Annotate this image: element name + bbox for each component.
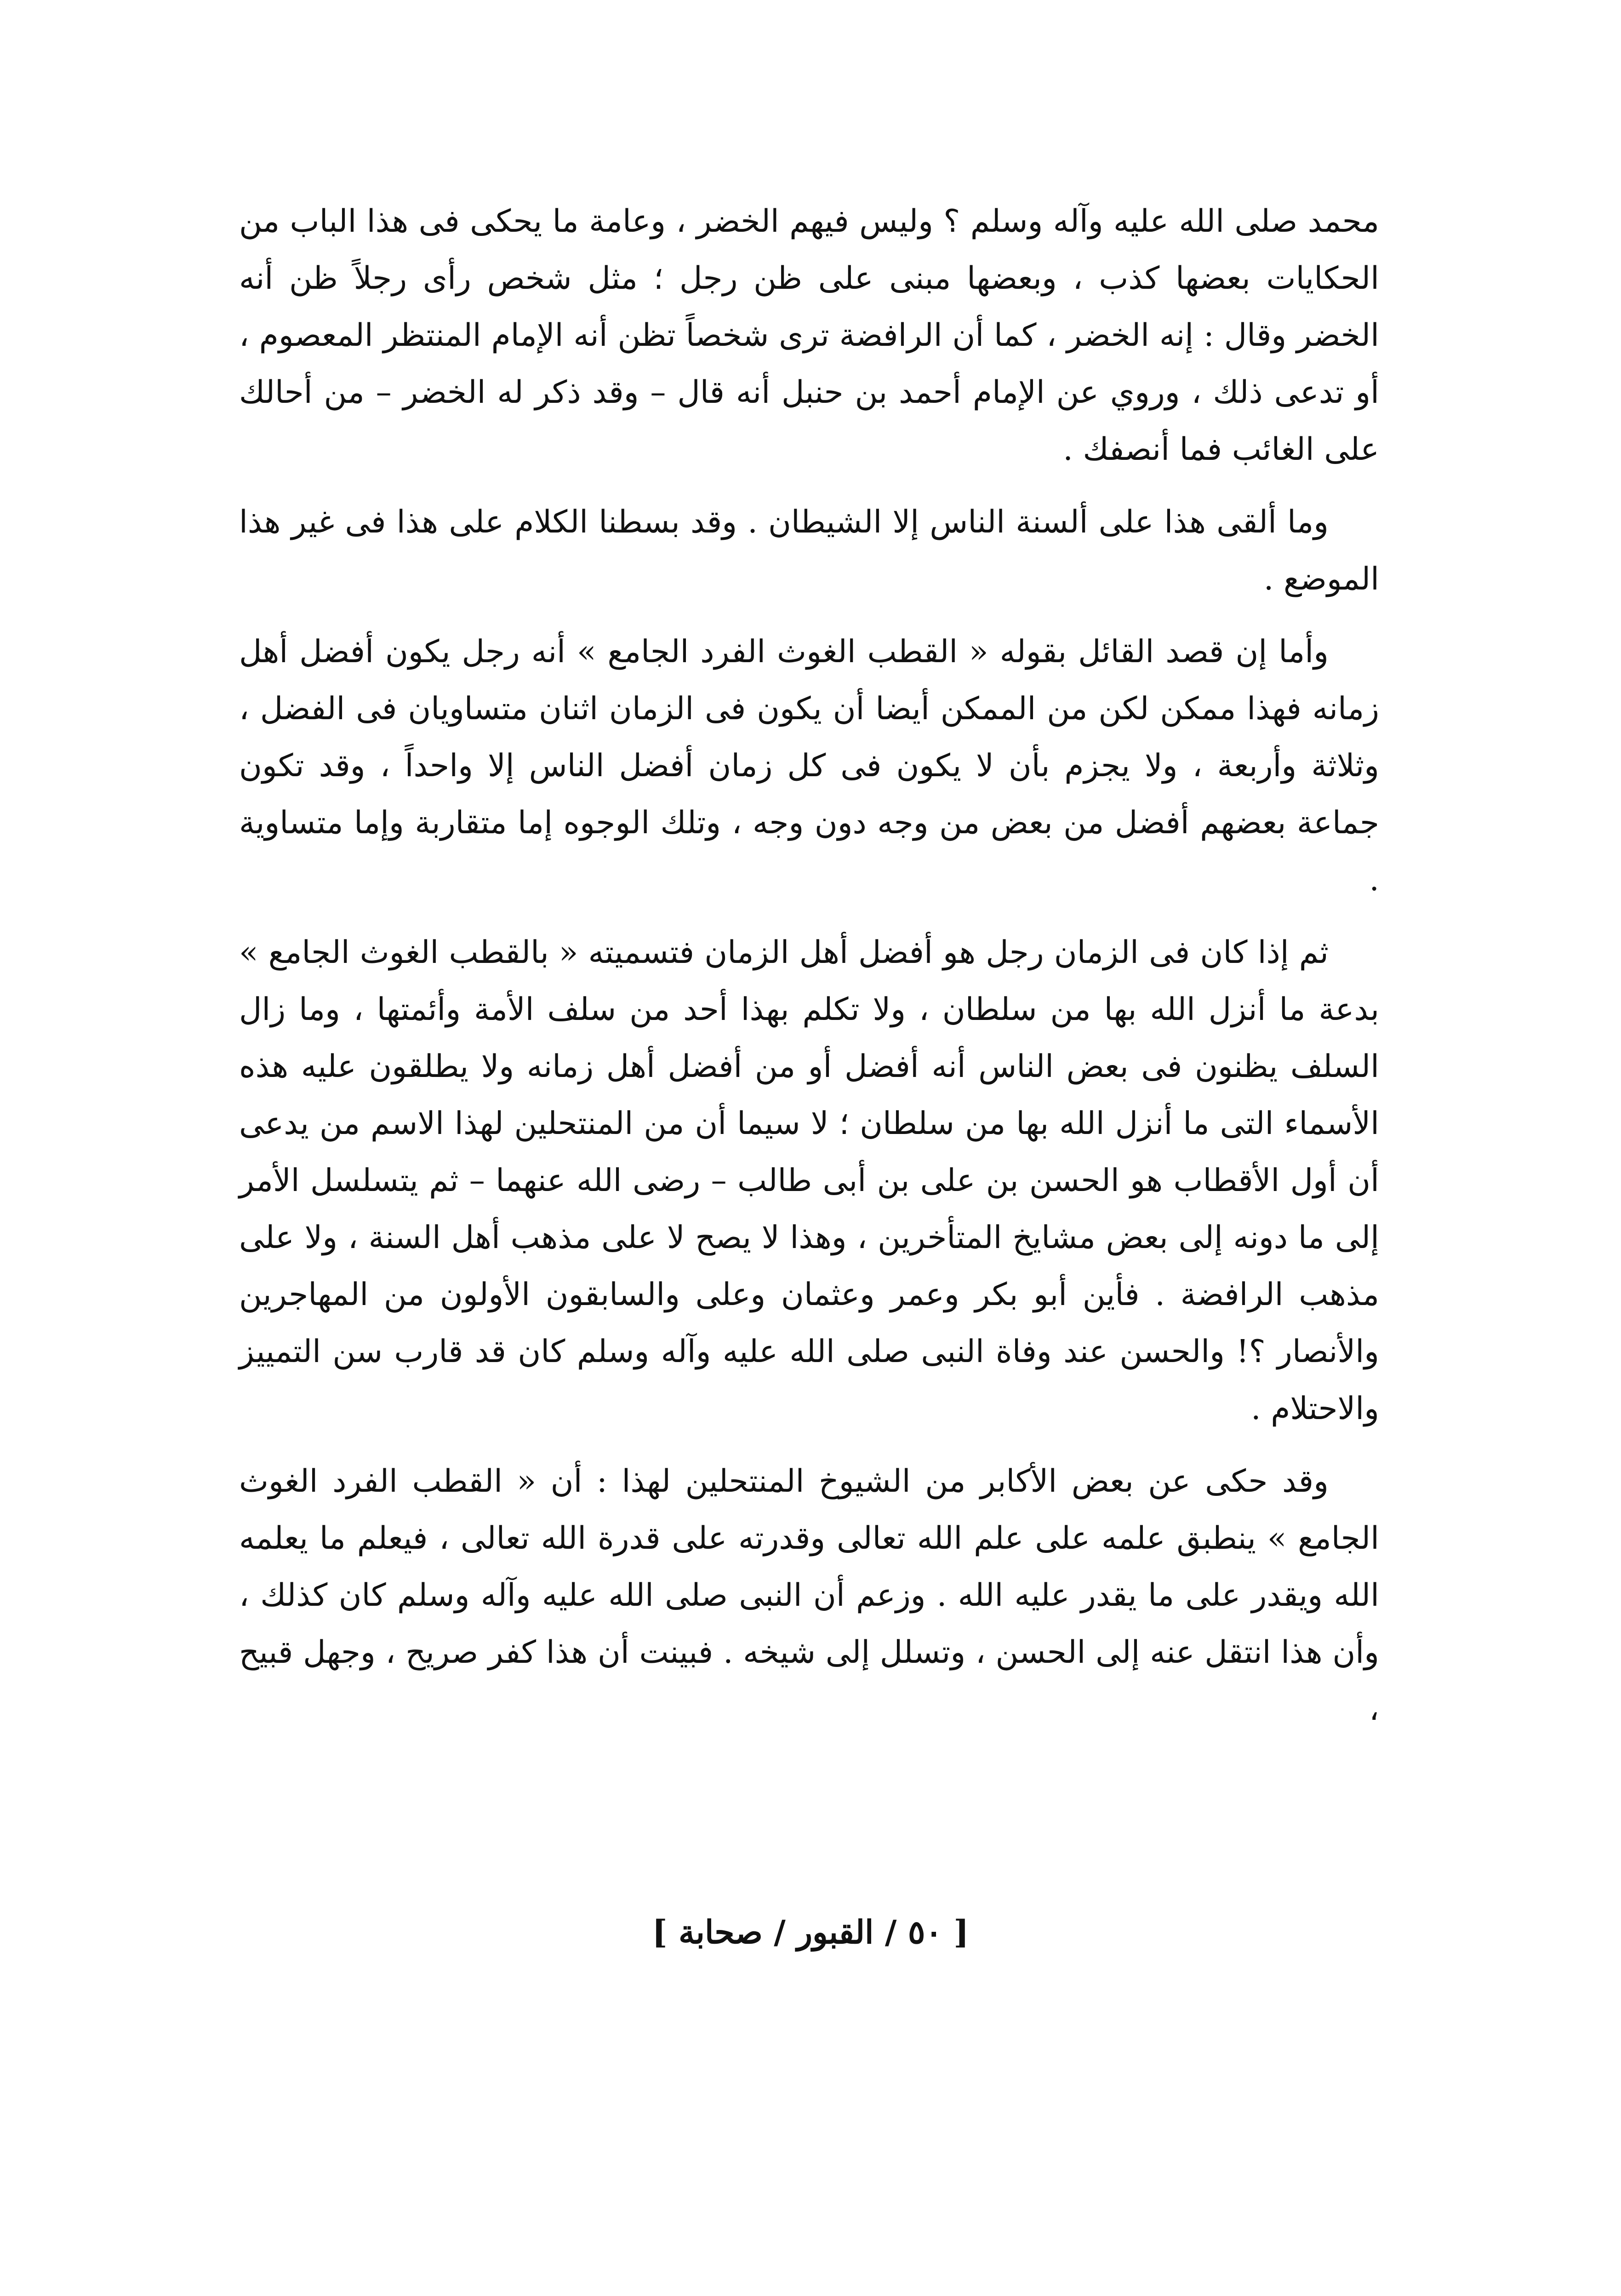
paragraph-3: وأما إن قصد القائل بقوله « القطب الغوث الفرد الجامع » أنه رجل يكون أفضل أهل زمانه فهذا ممكن لكن من الممكن أيضا أن يكون فى الزمان اثنان متساويان فى الفضل ، وثلاثة وأربعة ، ولا يجزم بأن لا يكون فى كل زمان أفضل الناس إلا واحداً ، وقد تكون جماعة بعضهم أفضل من بعض من وجه دون وجه ، وتلك الوجوه إما متقاربة وإما متساوية . [239, 634, 1379, 898]
paragraph-1: محمد صلى الله عليه وآله وسلم ؟ وليس فيهم الخضر ، وعامة ما يحكى فى هذا الباب من الحكايات بعضها كذب ، وبعضها مبنى على ظن رجل ؛ مثل شخص رأى رجلاً ظن أنه الخضر وقال : إنه الخضر ، كما أن الرافضة ترى شخصاً تظن أنه الإمام المنتظر المعصوم ، أو تدعى ذلك ، وروي عن الإمام أحمد بن حنبل أنه قال – وقد ذكر له الخضر – من أحالك على الغائب فما أنصفك . [239, 203, 1379, 468]
page-footer: [ ٥٠ / القبور / صحابة ] [652, 1913, 969, 1951]
paragraph-2: وما ألقى هذا على ألسنة الناس إلا الشيطان . وقد بسطنا الكلام على هذا فى غير هذا الموضع . [239, 504, 1379, 597]
paragraph-5: وقد حكى عن بعض الأكابر من الشيوخ المنتحلين لهذا : أن « القطب الفرد الغوث الجامع » ينطبق علمه على علم الله تعالى وقدرته على قدرة الله تعالى ، فيعلم ما يعلمه الله ويقدر على ما يقدر عليه الله . وزعم أن النبى صلى الله عليه وآله وسلم كان كذلك ، وأن هذا انتقل عنه إلى الحسن ، وتسلل إلى شيخه . فبينت أن هذا كفر صريح ، وجهل قبيح ، [239, 1463, 1379, 1728]
paragraph-4: ثم إذا كان فى الزمان رجل هو أفضل أهل الزمان فتسميته « بالقطب الغوث الجامع » بدعة ما أنزل الله بها من سلطان ، ولا تكلم بهذا أحد من سلف الأمة وأئمتها ، وما زال السلف يظنون فى بعض الناس أنه أفضل أو من أفضل أهل زمانه ولا يطلقون عليه هذه الأسماء التى ما أنزل الله بها من سلطان ؛ لا سيما أن من المنتحلين لهذا الاسم من يدعى أن أول الأقطاب هو الحسن بن على بن أبى طالب – رضى الله عنهما – ثم يتسلسل الأمر إلى ما دونه إلى بعض مشايخ المتأخرين ، وهذا لا يصح لا على مذهب أهل السنة ، ولا على مذهب الرافضة . فأين أبو بكر وعمر وعثمان وعلى والسابقون الأولون من المهاجرين والأنصار ؟! والحسن عند وفاة النبى صلى الله عليه وآله وسلم كان قد قارب سن التمييز والاحتلام . [239, 934, 1379, 1427]
body-text [239, 193, 1379, 1754]
